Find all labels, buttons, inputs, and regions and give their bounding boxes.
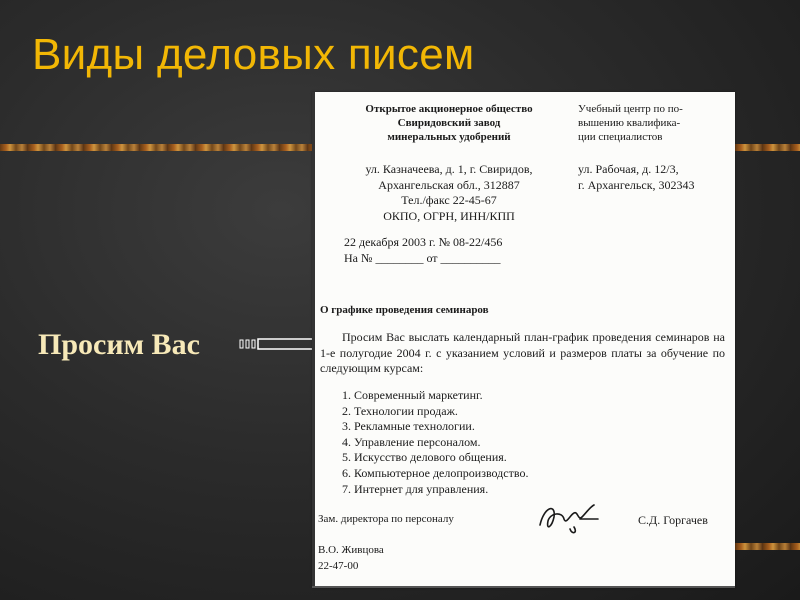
sender-address (330, 162, 568, 224)
decorative-band-right-bottom (735, 543, 800, 550)
sender-address-line: ОКПО, ОГРН, ИНН/КПП (383, 208, 515, 223)
callout-text: Просим Вас (38, 328, 200, 361)
sender-line: Свиридовский завод (397, 117, 501, 129)
decorative-band-left (0, 144, 312, 151)
addressee-address-line: ул. Рабочая, д. 12/3, (578, 162, 679, 176)
addressee-line: ции специалистов (578, 131, 663, 143)
registration-block (344, 235, 574, 266)
body-paragraph: Просим Вас выслать календарный план-график проведения семинаров на 1-е полугодие 2004 г. с указанием условий и размеров платы за обучение по следующим курсам: (320, 330, 725, 375)
business-letter (312, 92, 735, 588)
course-item: 4. Управление персоналом. (342, 434, 481, 449)
executor-phone: 22-47-00 (318, 560, 359, 572)
addressee-block (578, 102, 728, 144)
letter-body (320, 330, 725, 377)
course-item: 7. Интернет для управления. (342, 481, 489, 496)
sender-address-line: Архангельская обл., 312887 (378, 177, 520, 192)
sender-address-line: ул. Казначеева, д. 1, г. Свиридов, (365, 162, 533, 176)
sender-address-line: Тел./факс 22-45-67 (401, 193, 497, 207)
course-item: 5. Искусство делового общения. (342, 450, 507, 465)
course-item: 1. Современный маркетинг. (342, 388, 483, 402)
date-number-line: 22 декабря 2003 г. № 08-22/456 (344, 235, 503, 249)
sender-block (330, 102, 568, 144)
sender-line: минеральных удобрений (387, 131, 511, 143)
reply-reference-line: На № ________ от __________ (344, 250, 501, 265)
course-list (342, 388, 528, 497)
sender-line: Открытое акционерное общество (365, 103, 533, 115)
course-item: 6. Компьютерное делопроизводство. (342, 465, 529, 480)
addressee-address-line: г. Архангельск, 302343 (578, 177, 695, 192)
letter-subject: О графике проведения семинаров (320, 304, 489, 316)
letter-bottom-edge (312, 586, 735, 588)
decorative-band-right-top (735, 144, 800, 151)
course-item: 2. Технологии продаж. (342, 403, 458, 418)
slide-title: Виды деловых писем (32, 30, 475, 79)
addressee-address (578, 162, 728, 193)
signatory-position: Зам. директора по персоналу (318, 513, 454, 525)
letter-edge (312, 92, 315, 588)
handwritten-signature (534, 497, 604, 537)
course-item: 3. Рекламные технологии. (342, 419, 475, 434)
addressee-line: Учебный центр по по- (578, 103, 683, 115)
signatory-name: С.Д. Горгачев (638, 513, 708, 527)
addressee-line: вышению квалифика- (578, 117, 681, 129)
executor-name: В.О. Живцова (318, 544, 384, 556)
